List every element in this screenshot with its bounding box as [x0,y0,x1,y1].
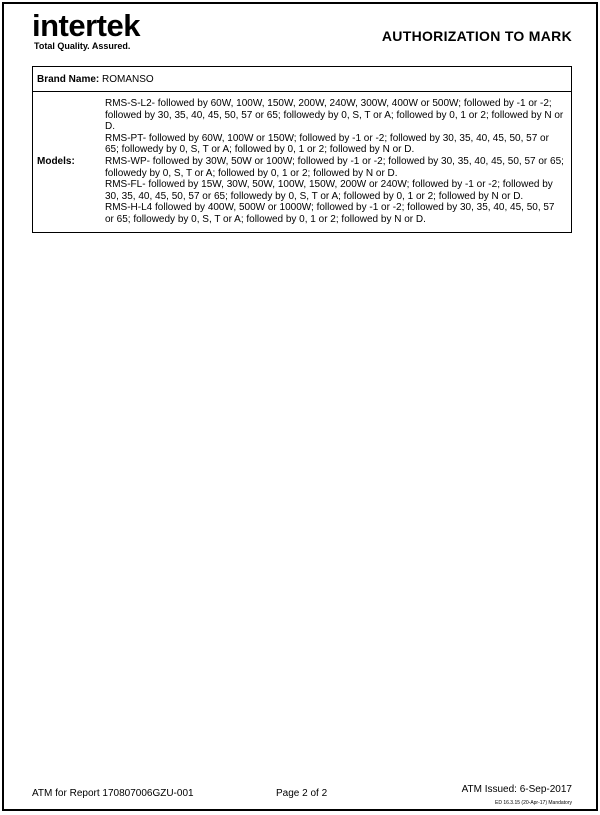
issue-date: ATM Issued: 6-Sep-2017 [461,784,572,795]
brand-cell [33,67,572,92]
model-entry: RMS-PT- followed by 60W, 100W or 150W; followed by -1 or -2; followed by 30, 35, 40, 45, 50, 57 or 65; followedy by 0, S, T or A; followed by 0, 1 or 2; followed by N or D. [105,132,549,156]
page-number: Page 2 of 2 [276,788,328,799]
intertek-logo [32,10,140,51]
models-row [33,92,572,233]
form-reference: ED 16.3.15 (20-Apr-17) Mandatory [495,800,572,806]
authorization-table [32,66,572,233]
document-page [2,2,598,811]
report-number: ATM for Report 170807006GZU-001 [32,788,194,799]
models-list [103,92,572,233]
logo-wordmark: intertek [32,8,140,43]
model-entry: RMS-FL- followed by 15W, 30W, 50W, 100W, 150W, 200W or 240W; followed by -1 or -2; followed by 30, 35, 40, 45, 50, 57 or 65; followedy by 0, S, T or A; followed by 0, 1 or 2; followed by N or D. [105,179,553,202]
brand-value: ROMANSO [102,73,154,85]
model-entry: RMS-H-L4 followed by 400W, 500W or 1000W; followed by -1 or -2; followed by 30, 35, 40, 45, 50, 57 or 65; followedy by 0, S, T or A; followed by 0, 1 or 2; followed by N or D. [105,202,555,225]
brand-row [33,67,572,92]
models-label: Models: [33,92,104,233]
model-entry: RMS-S-L2- followed by 60W, 100W, 150W, 200W, 240W, 300W, 400W or 500W; followed by -1 or -2; followed by 30, 35, 40, 45, 50, 57 or 65; followedy by 0, S, T or A; followed by 0, 1 or 2; followed by N or D. [105,98,564,133]
document-title: AUTHORIZATION TO MARK [381,28,572,44]
brand-label: Brand Name: [37,73,100,85]
logo-tagline: Total Quality. Assured. [34,41,131,51]
model-entry: RMS-WP- followed by 30W, 50W or 100W; followed by -1 or -2; followed by 30, 35, 40, 45, 50, 57 or 65; followedy by 0, S, T or A; followed by 0, 1 or 2; followed by N or D. [105,155,564,179]
